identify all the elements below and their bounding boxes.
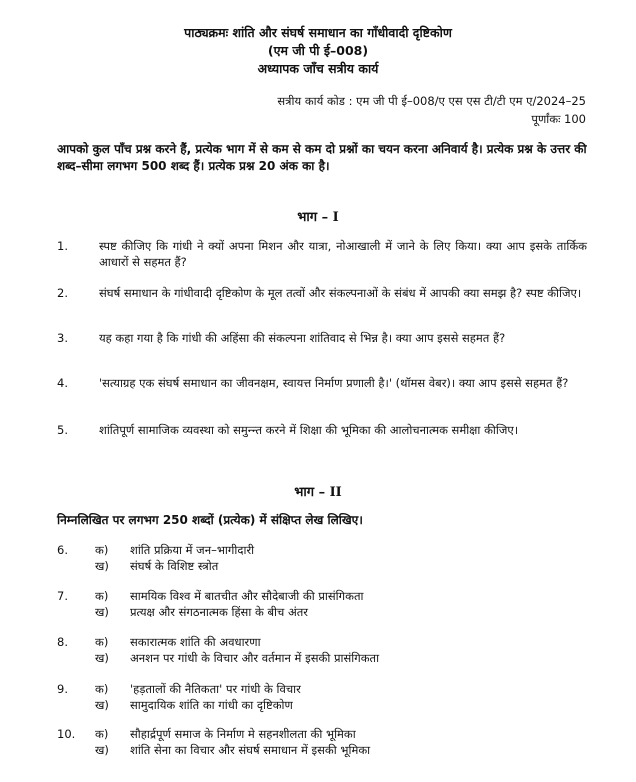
sub-label-b: ख) bbox=[95, 743, 109, 757]
sub-text-a: सौहार्द्रपूर्ण समाज के निर्माण मे सहनशीलता की भूमिका bbox=[130, 727, 356, 741]
course-code: (एम जी पी ई–008) bbox=[267, 43, 369, 58]
sub-label-b: ख) bbox=[95, 651, 109, 665]
total-marks: पूर्णांकः 100 bbox=[531, 112, 586, 126]
sub-label-a: क) bbox=[95, 589, 109, 603]
sub-label-b: ख) bbox=[95, 698, 109, 712]
question-number: 4. bbox=[57, 376, 68, 390]
sub-text-b: अनशन पर गांधी के विचार और वर्तमान में इसकी प्रासंगिकता bbox=[130, 651, 380, 665]
assignment-code: सत्रीय कार्य कोड : एम जी पी ई–008/ए एस एस टी/टी एम ए/2024–25 bbox=[277, 94, 586, 108]
sub-text-b: संघर्ष के विशिष्ट स्त्रोत bbox=[130, 559, 219, 573]
sub-text-a: सकारात्मक शांति की अवधारणा bbox=[130, 635, 261, 649]
assignment-title: अध्यापक जाँच सत्रीय कार्य bbox=[257, 61, 379, 76]
question-number: 10. bbox=[57, 727, 76, 741]
question-number: 2. bbox=[57, 286, 68, 300]
question-number: 1. bbox=[57, 239, 68, 253]
part-2-heading: भाग – II bbox=[294, 485, 342, 500]
question-text: संघर्ष समाधान के गांधीवादी दृष्टिकोण के मूल तत्वों और संकल्पनाओं के संबंध में आपकी क्या समझ है? स्पष्ट कीजिए। bbox=[99, 286, 582, 300]
sub-text-a: 'हड़तालों की नैतिकता' पर गांधी के विचार bbox=[130, 682, 301, 696]
sub-label-b: ख) bbox=[95, 559, 109, 573]
sub-label-b: ख) bbox=[95, 605, 109, 619]
sub-text-b: प्रत्यक्ष और संगठनात्मक हिंसा के बीच अंतर bbox=[130, 605, 308, 619]
sub-label-a: क) bbox=[95, 727, 109, 741]
part-1-heading: भाग – I bbox=[297, 210, 339, 225]
question-number: 8. bbox=[57, 635, 68, 649]
sub-text-b: सामुदायिक शांति का गांधी का दृष्टिकोण bbox=[130, 698, 293, 712]
general-instructions: आपको कुल पाँच प्रश्न करने हैं, प्रत्येक भाग में से कम से कम दो प्रश्नों का चयन करना अनिवार्य है। प्रत्येक प्रश्न के उत्तर की शब्द–सीमा लगभग 500 शब्द हैं। प्रत्येक प्रश्न 20 अंक का है। bbox=[57, 142, 587, 173]
question-number: 9. bbox=[57, 682, 68, 696]
question-text: शांतिपूर्ण सामाजिक व्यवस्था को समुन्न्त करने में शिक्षा की भूमिका की आलोचनात्मक समीक्षा कीजिए। bbox=[99, 423, 519, 437]
question-number: 6. bbox=[57, 543, 68, 557]
question-text: स्पष्ट कीजिए कि गांधी ने क्यों अपना मिशन और यात्रा, नोआखाली में जाने के लिए किया। क्या आप इसके तार्किक आधारों से सहमत हैं? bbox=[99, 239, 587, 269]
course-title: पाठ्यक्रमः शांति और संघर्ष समाधान का गाँधीवादी दृष्टिकोण bbox=[184, 25, 452, 40]
sub-label-a: क) bbox=[95, 682, 109, 696]
sub-text-a: सामयिक विश्व में बातचीत और सौदेबाजी की प्रासंगिकता bbox=[130, 589, 364, 603]
question-number: 3. bbox=[57, 331, 68, 345]
sub-text-b: शांति सेना का विचार और संघर्ष समाधान में इसकी भूमिका bbox=[130, 743, 371, 757]
part-2-instruction: निम्नलिखित पर लगभग 250 शब्दों (प्रत्येक) में संक्षिप्त लेख लिखिए। bbox=[57, 513, 363, 527]
sub-label-a: क) bbox=[95, 635, 109, 649]
question-text: 'सत्याग्रह एक संघर्ष समाधान का जीवनक्षम, स्वायत्त निर्माण प्रणाली है।' (थॉमस वेबर)। क्या आप इससे सहमत हैं? bbox=[99, 376, 569, 390]
question-text: यह कहा गया है कि गांधी की अहिंसा की संकल्पना शांतिवाद से भिन्न है। क्या आप इससे सहमत हैं? bbox=[99, 331, 506, 345]
sub-text-a: शांति प्रक्रिया में जन–भागीदारी bbox=[130, 543, 255, 557]
sub-label-a: क) bbox=[95, 543, 109, 557]
question-number: 5. bbox=[57, 423, 68, 437]
question-number: 7. bbox=[57, 589, 68, 603]
